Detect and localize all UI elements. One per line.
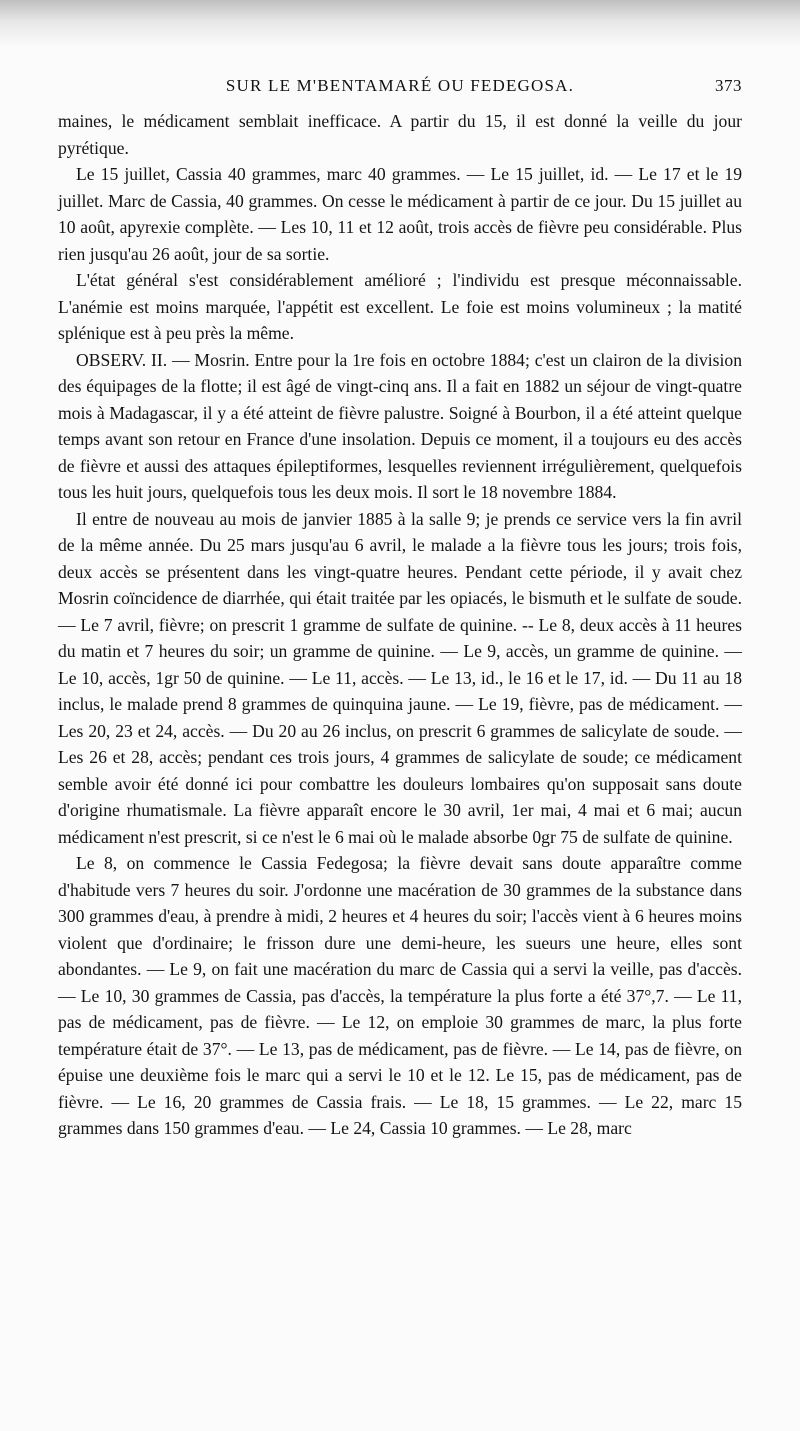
running-title: SUR LE M'BENTAMARÉ OU FEDEGOSA.: [225, 76, 575, 95]
paragraph-general-state: L'état général s'est considérablement amélioré ; l'individu est presque méconnaissable. L'anémie est moins marquée, l'appétit est excellent. Le foie est moins volumineux ; la matité splénique est à peu près la même.: [58, 270, 742, 343]
paragraph-continuation: maines, le médicament semblait inefficace. A partir du 15, il est donné la veille du jour pyrétique.: [58, 111, 742, 158]
paragraph-cassia-treatment: Le 8, on commence le Cassia Fedegosa; la fièvre devait sans doute apparaître comme d'habitude vers 7 heures du soir. J'ordonne une macération de 30 grammes de la substance dans 300 grammes d'eau, à prendre à midi, 2 heures et 4 heures du soir; l'accès vient à 6 heures moins violent que d'ordinaire; le frisson dure une demi-heure, les sueurs une heure, elles sont abondantes. — Le 9, on fait une macération du marc de Cassia qui a servi la veille, pas d'accès. — Le 10, 30 grammes de Cassia, pas d'accès, la température la plus forte a été 37°,7. — Le 11, pas de médicament, pas de fièvre. — Le 12, on emploie 30 grammes de marc, la plus forte température était de 37°. — Le 13, pas de médicament, pas de fièvre. — Le 14, pas de fièvre, on épuise une deuxième fois le marc qui a servi le 10 et le 12. Le 15, pas de médicament, pas de fièvre. — Le 16, 20 grammes de Cassia frais. — Le 18, 15 grammes. — Le 22, marc 15 grammes dans 150 grammes d'eau. — Le 24, Cassia 10 grammes. — Le 28, marc: [58, 853, 742, 1138]
paragraph-observation-ii: OBSERV. II. — Mosrin. Entre pour la 1re fois en octobre 1884; c'est un clairon de la division des équipages de la flotte; il est âgé de vingt-cinq ans. Il a fait en 1882 un séjour de vingt-quatre mois à Madagascar, il y a été atteint de fièvre palustre. Soigné à Bourbon, il a été atteint quelque temps avant son retour en France d'une insolation. Depuis ce moment, il a toujours eu des accès de fièvre et aussi des attaques épileptiformes, lesquelles reviennent irrégulièrement, quelquefois tous les huit jours, quelquefois tous les deux mois. Il sort le 18 novembre 1884.: [58, 349, 742, 502]
paragraph-july-treatment: Le 15 juillet, Cassia 40 grammes, marc 40 grammes. — Le 15 juillet, id. — Le 17 et le 19 juillet. Marc de Cassia, 40 grammes. On cesse le médicament à partir de ce jour. Du 15 juillet au 10 août, apyrexie complète. — Les 10, 11 et 12 août, trois accès de fièvre peu considérable. Plus rien jusqu'au 26 août, jour de sa sortie.: [58, 164, 742, 264]
paragraph-readmission: Il entre de nouveau au mois de janvier 1885 à la salle 9; je prends ce service vers la fin avril de la même année. Du 25 mars jusqu'au 6 avril, le malade a la fièvre tous les jours; trois fois, deux accès se présentent dans les vingt-quatre heures. Pendant cette période, il y avait chez Mosrin coïncidence de diarrhée, qui était traitée par les opiacés, le bismuth et le sulfate de soude. — Le 7 avril, fièvre; on prescrit 1 gramme de sulfate de quinine. -- Le 8, deux accès à 11 heures du matin et 7 heures du soir; un gramme de quinine. — Le 9, accès, un gramme de quinine. — Le 10, accès, 1gr 50 de quinine. — Le 11, accès. — Le 13, id., le 16 et le 17, id. — Du 11 au 18 inclus, le malade prend 8 grammes de quinquina jaune. — Le 19, fièvre, pas de médicament. — Les 20, 23 et 24, accès. — Du 20 au 26 inclus, on prescrit 6 grammes de salicylate de soude. — Les 26 et 28, accès; pendant ces trois jours, 4 grammes de salicylate de soude; ce médicament semble avoir été donné ici pour combattre les douleurs lombaires qu'on supposait sans doute d'origine rhumatismale. La fièvre apparaît encore le 30 avril, 1er mai, 4 mai et 6 mai; aucun médicament n'est prescrit, si ce n'est le 6 mai où le malade absorbe 0gr 75 de sulfate de quinine.: [58, 508, 742, 847]
body-text: [58, 108, 742, 1142]
running-header: [58, 76, 742, 102]
scan-edge-shadow: [0, 0, 800, 46]
page-number: 373: [715, 76, 742, 95]
